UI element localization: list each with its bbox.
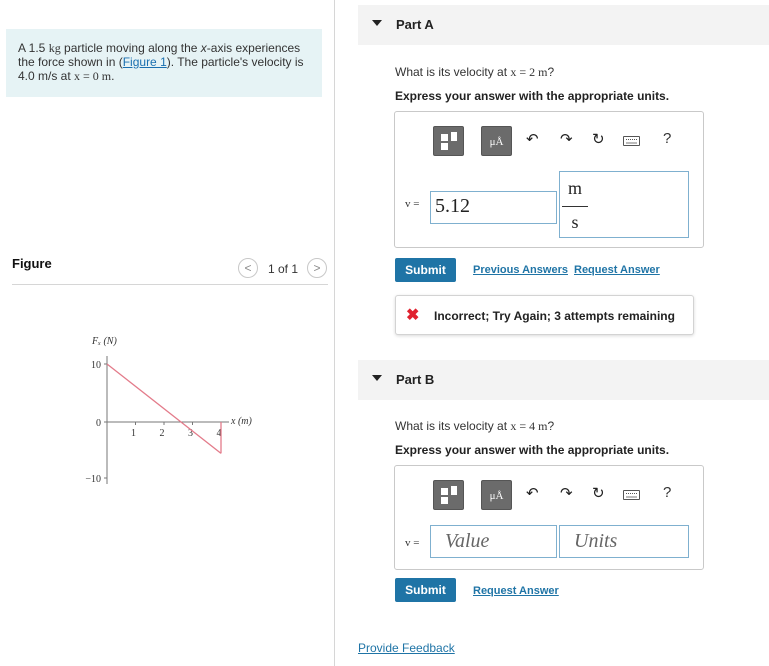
part-b-question: What is its velocity at x = 4 m?	[395, 419, 555, 433]
part-b-label: Part B	[396, 372, 435, 387]
x-tick-label: 1	[131, 428, 136, 439]
redo-icon[interactable]: ↷	[560, 485, 573, 502]
reset-icon[interactable]: ↻	[592, 131, 605, 148]
part-a-question: What is its velocity at x = 2 m?	[395, 65, 555, 79]
y-tick-label: −10	[85, 474, 101, 485]
x-tick-label: 4	[216, 428, 222, 439]
provide-feedback-link[interactable]: Provide Feedback	[358, 641, 455, 655]
column-divider	[334, 0, 335, 666]
part-a-submit-button[interactable]: Submit	[395, 258, 456, 282]
previous-answers-link[interactable]: Previous Answers	[473, 264, 568, 276]
next-figure-button[interactable]: >	[307, 258, 327, 278]
figure-link[interactable]: Figure 1	[122, 55, 167, 69]
units-tool-button[interactable]: μÅ	[481, 480, 512, 510]
velocity-label: v =	[405, 537, 420, 549]
units-tool-button[interactable]: μÅ	[481, 126, 512, 156]
templates-tool-button[interactable]	[433, 126, 464, 156]
part-a-answer-box	[394, 111, 704, 248]
part-b-submit-button[interactable]: Submit	[395, 578, 456, 602]
collapse-triangle-icon[interactable]	[372, 20, 382, 26]
unit-numerator: m	[567, 178, 582, 198]
unit-denominator: s	[571, 212, 579, 232]
undo-icon[interactable]: ↶	[526, 485, 539, 502]
part-b-units-input[interactable]	[559, 525, 689, 558]
collapse-triangle-icon[interactable]	[372, 375, 382, 381]
part-a-value-input[interactable]	[430, 191, 557, 224]
y-tick-label: 0	[96, 418, 101, 429]
y-tick-label: 10	[91, 360, 101, 371]
figure-divider	[12, 284, 328, 285]
part-a-value: 5.12	[435, 195, 470, 217]
templates-tool-button[interactable]	[433, 480, 464, 510]
x-tick-label: 3	[188, 428, 193, 439]
part-b-answer-box	[394, 465, 704, 570]
keyboard-icon[interactable]	[623, 136, 640, 146]
feedback-message: Incorrect; Try Again; 3 attempts remaining	[434, 309, 675, 323]
x-axis-label: x (m)	[231, 416, 252, 427]
feedback-banner	[395, 295, 694, 335]
problem-statement: A 1.5 kg particle moving along the x-axis experiences the force shown in (Figure 1). The particle's velocity is 4.0 m/s at x = 0 m.	[6, 29, 322, 97]
figure-title: Figure	[12, 256, 52, 271]
part-a-units-input[interactable]	[559, 171, 689, 238]
incorrect-x-icon: ✖	[406, 307, 420, 324]
part-a-header[interactable]	[358, 5, 769, 45]
y-axis-label: Fₓ (N)	[92, 336, 117, 347]
help-icon[interactable]: ?	[663, 484, 672, 501]
x-tick-label: 2	[159, 428, 165, 439]
help-icon[interactable]: ?	[663, 130, 672, 147]
part-b-instruction: Express your answer with the appropriate units.	[395, 443, 670, 457]
value-placeholder: Value	[445, 530, 490, 552]
previous-figure-button[interactable]: <	[238, 258, 258, 278]
undo-icon[interactable]: ↶	[526, 131, 539, 148]
velocity-label: v =	[405, 198, 420, 210]
keyboard-icon[interactable]	[623, 490, 640, 500]
force-chart	[70, 325, 280, 495]
part-b-value-input[interactable]	[430, 525, 557, 558]
force-line	[107, 364, 221, 453]
part-a-request-answer-link[interactable]: Request Answer	[574, 264, 660, 276]
reset-icon[interactable]: ↻	[592, 485, 605, 502]
units-placeholder: Units	[574, 530, 618, 552]
part-b-header[interactable]	[358, 360, 769, 400]
part-a-instruction: Express your answer with the appropriate units.	[395, 89, 670, 103]
redo-icon[interactable]: ↷	[560, 131, 573, 148]
part-a-label: Part A	[396, 17, 434, 32]
figure-pager-text: 1 of 1	[268, 262, 299, 276]
part-b-request-answer-link[interactable]: Request Answer	[473, 585, 559, 597]
